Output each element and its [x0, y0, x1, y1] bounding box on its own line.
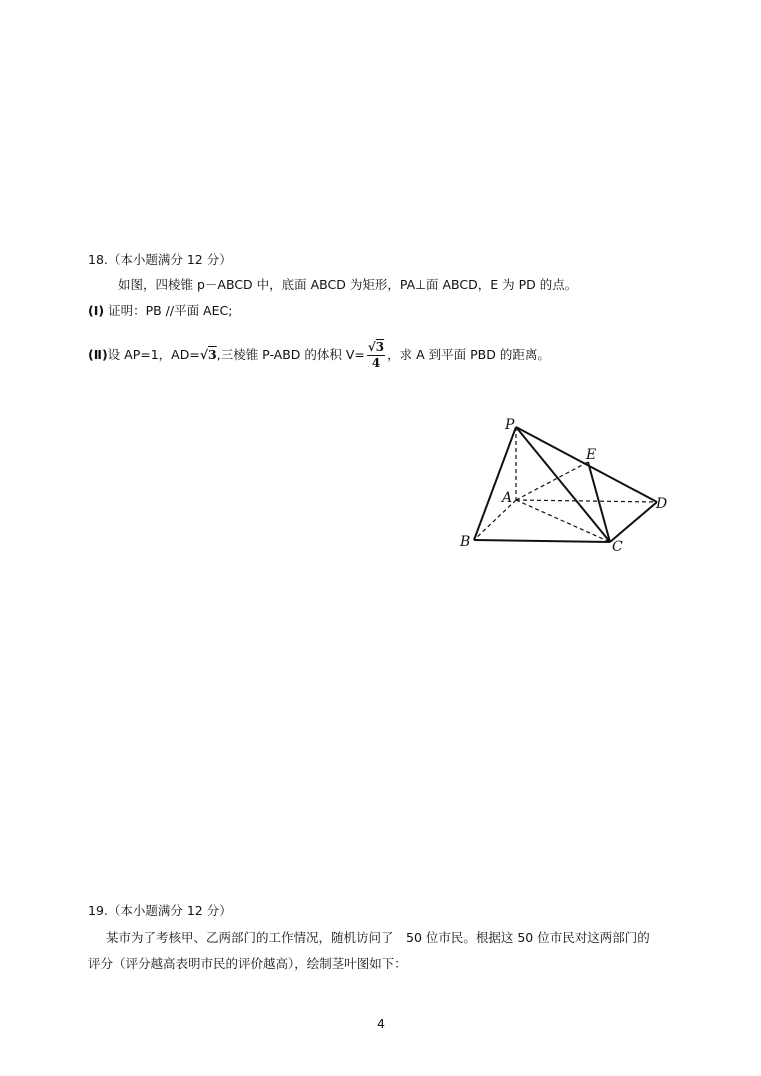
page-number: 4 — [377, 1016, 385, 1031]
part2-text-c: ，求 A 到平面 PBD 的距离。 — [387, 347, 550, 362]
edge-AB — [474, 500, 516, 540]
label-C: C — [612, 539, 623, 555]
edge-PB — [474, 427, 516, 540]
label-P: P — [505, 417, 515, 433]
volume-fraction — [367, 340, 385, 371]
part2-label: (Ⅱ) — [88, 347, 108, 362]
edge-PC — [516, 427, 610, 542]
edge-AD — [516, 500, 657, 502]
part1-label: (Ⅰ) — [88, 303, 105, 318]
q18-intro: 如图，四棱锥 p－ABCD 中，底面 ABCD 为矩形，PA⊥面 ABCD，E 为 PD 的点。 — [118, 277, 578, 292]
edge-BC — [474, 540, 610, 542]
edge-CD — [610, 502, 657, 542]
q19-line1: 某市为了考核甲、乙两部门的工作情况，随机访问了 50 位市民。根据这 50 位市民对这两部门的 — [106, 930, 650, 945]
label-E: E — [586, 447, 597, 463]
fraction-denominator: 4 — [371, 356, 381, 370]
q19-line2: 评分（评分越高表明市民的评价越高），绘制茎叶图如下： — [88, 956, 407, 971]
edge-AE — [516, 462, 588, 500]
label-B: B — [460, 534, 471, 550]
part1-text: 证明：PB //平面 AEC; — [108, 303, 233, 318]
sqrt-three: √3 — [199, 347, 217, 362]
edge-PD — [516, 427, 657, 502]
label-D: D — [656, 496, 668, 512]
fraction-numerator: √3 — [367, 340, 385, 354]
label-A: A — [502, 490, 513, 506]
q18-part1 — [88, 302, 232, 320]
part2-text-a: 设 AP=1，AD= — [107, 347, 200, 362]
q18-header: 18.（本小题满分 12 分） — [88, 252, 232, 267]
q19-header: 19.（本小题满分 12 分） — [88, 903, 232, 918]
pyramid-figure — [455, 412, 685, 562]
q18-part2 — [88, 340, 550, 371]
edge-AC — [516, 500, 610, 542]
part2-text-b: ,三棱锥 P-ABD 的体积 V= — [216, 347, 365, 362]
